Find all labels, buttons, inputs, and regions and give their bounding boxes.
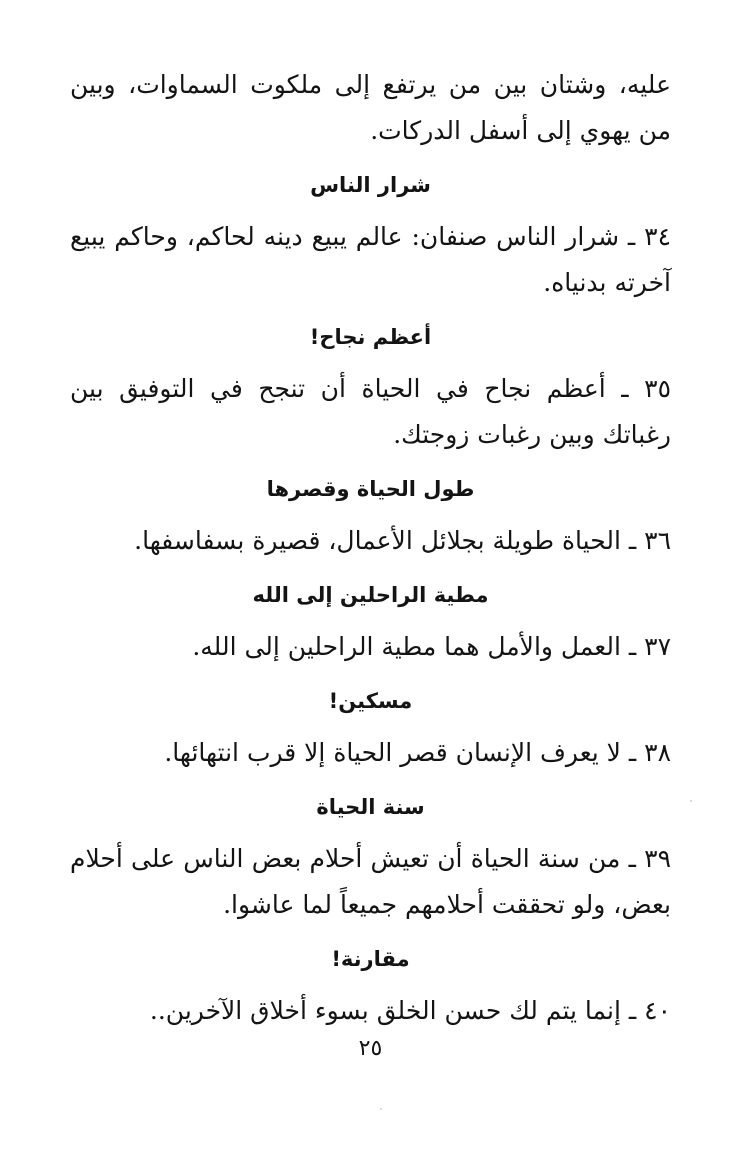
intro-paragraph: عليه، وشتان بين من يرتفع إلى ملكوت السماوات، وبين من يهوي إلى أسفل الدركات. xyxy=(70,70,671,145)
section-paragraph-5: ٣٨ ـ لا يعرف الإنسان قصر الحياة إلا قرب انتهائها. xyxy=(164,738,671,767)
page-content xyxy=(70,62,671,1034)
section-heading-4: مطية الراحلين إلى الله xyxy=(252,583,489,607)
section-heading-5: مسكين! xyxy=(328,689,413,713)
section-heading-1: شرار الناس xyxy=(310,173,431,197)
section-paragraph-3: ٣٦ ـ الحياة طويلة بجلائل الأعمال، قصيرة بسفاسفها. xyxy=(134,526,671,555)
section-paragraph-2: ٣٥ ـ أعظم نجاح في الحياة أن تنجح في التوفيق بين رغباتك وبين رغبات زوجتك. xyxy=(70,374,671,449)
scan-speck xyxy=(380,1108,382,1110)
section-heading-2: أعظم نجاح! xyxy=(309,325,432,349)
section-heading-3: طول الحياة وقصرها xyxy=(266,477,475,501)
section-paragraph-7: ٤٠ ـ إنما يتم لك حسن الخلق بسوء أخلاق الآخرين.. xyxy=(149,996,671,1025)
section-heading-6: سنة الحياة xyxy=(316,795,425,819)
section-paragraph-1: ٣٤ ـ شرار الناس صنفان: عالم يبيع دينه لحاكم، وحاكم يبيع آخرته بدنياه. xyxy=(70,222,671,297)
page-number: ٢٥ xyxy=(358,1036,383,1061)
section-heading-7: مقارنة! xyxy=(331,947,410,971)
section-paragraph-4: ٣٧ ـ العمل والأمل هما مطية الراحلين إلى الله. xyxy=(192,632,671,661)
section-paragraph-6: ٣٩ ـ من سنة الحياة أن تعيش أحلام بعض الناس على أحلام بعض، ولو تحققت أحلامهم جميعاً لما عاشوا. xyxy=(70,844,671,919)
scan-speck xyxy=(690,800,692,802)
